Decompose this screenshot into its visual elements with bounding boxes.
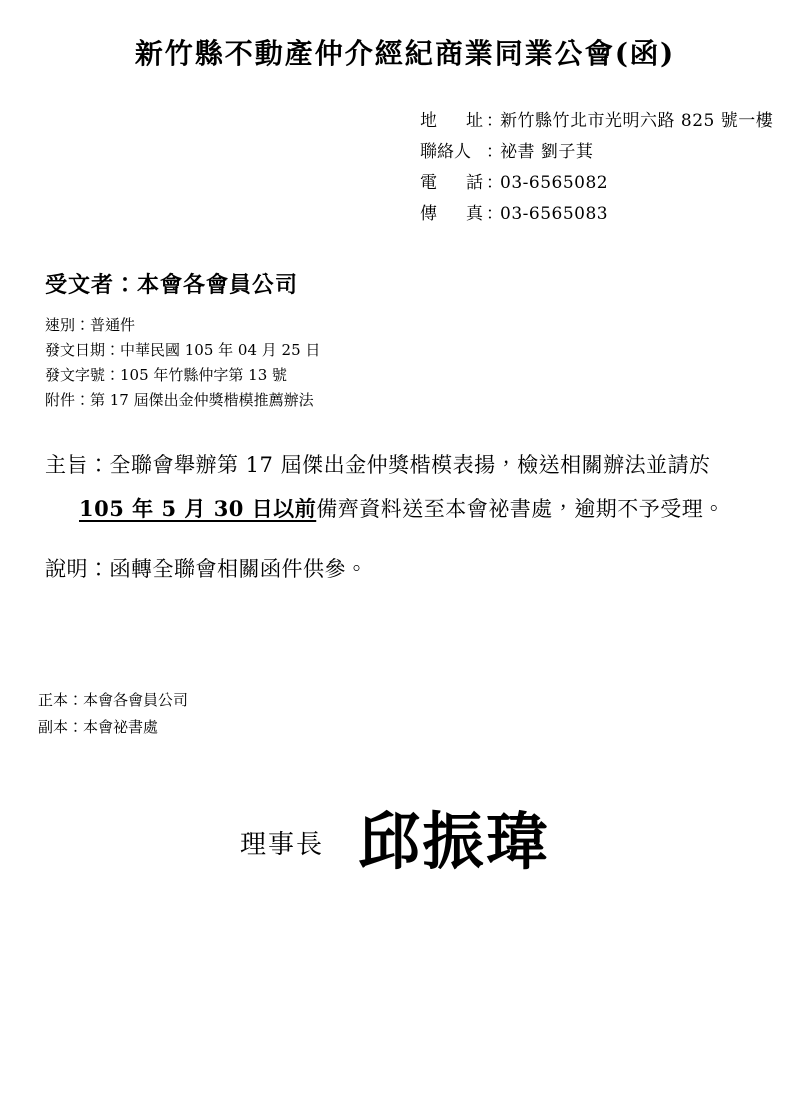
copy-duplicate: 副本：本會祕書處: [38, 718, 159, 736]
subject-remainder: 備齊資料送至本會祕書處，逾期不予受理。: [316, 497, 725, 521]
signature-title: 理事長: [240, 829, 325, 860]
recipient-line: 受文者：本會各會員公司: [45, 272, 299, 298]
contact-value-phone: 03-6565082: [500, 173, 609, 193]
contact-sep-person: ：: [486, 142, 503, 162]
contact-value-fax: 03-6565083: [500, 204, 609, 224]
meta-attachment: 附件：第 17 屆傑出金仲獎楷模推薦辦法: [45, 391, 314, 409]
contact-block: [420, 106, 810, 230]
document-page: [0, 32, 810, 1102]
signature-block: [240, 805, 810, 878]
meta-issue-date: 發文日期：中華民國 105 年 04 月 25 日: [45, 341, 321, 359]
contact-sep-fax: ：: [486, 204, 503, 224]
signature-name: 邱振瑋: [358, 805, 551, 878]
contact-label-address: 地 址: [420, 111, 489, 131]
contact-value-person: 祕書 劉子萁: [500, 142, 594, 162]
explanation-line: 說明：函轉全聯會相關函件供參。: [45, 557, 368, 581]
subject-deadline: 105 年 5 月 30 日以前: [79, 496, 317, 521]
contact-row-person: [420, 137, 810, 168]
contact-row-fax: [420, 199, 810, 230]
meta-doc-number: 發文字號：105 年竹縣仲字第 13 號: [45, 366, 288, 384]
contact-label-fax: 傳 真: [420, 204, 489, 224]
contact-label-person: 聯絡人: [420, 142, 471, 162]
copies-block: [38, 687, 810, 741]
meta-block: [45, 313, 810, 413]
document-title: 新竹縣不動產仲介經紀商業同業公會(函): [134, 37, 676, 70]
contact-sep-phone: ：: [486, 173, 503, 193]
contact-row-address: [420, 106, 810, 137]
body-block: [45, 443, 774, 591]
contact-row-phone: [420, 168, 810, 199]
contact-value-address: 新竹縣竹北市光明六路 825 號一樓: [500, 111, 774, 131]
meta-speed: 速別：普通件: [45, 316, 136, 334]
subject-line-second: [79, 487, 774, 531]
subject-line-first: 主旨：全聯會舉辦第 17 屆傑出金仲獎楷模表揚，檢送相關辦法並請於: [45, 453, 711, 477]
contact-sep-address: ：: [486, 111, 503, 131]
contact-label-phone: 電 話: [420, 173, 489, 193]
copy-original: 正本：本會各會員公司: [38, 691, 189, 709]
